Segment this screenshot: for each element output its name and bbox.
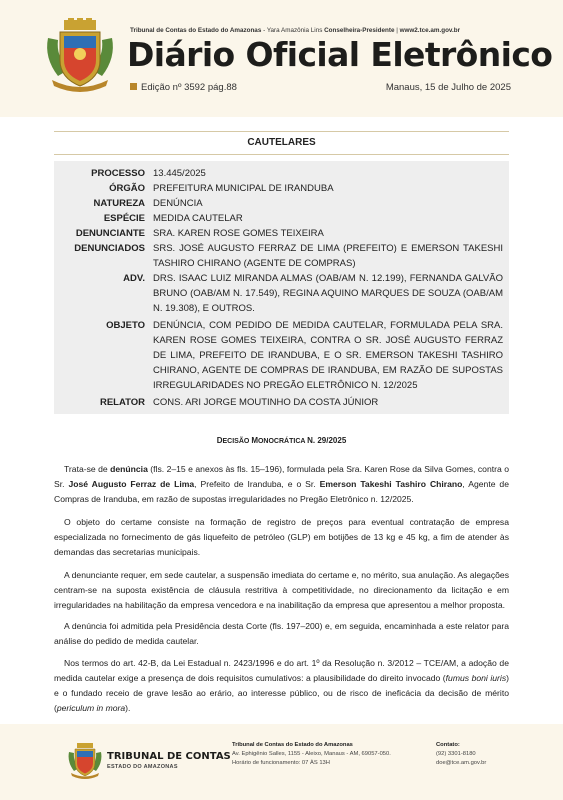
text-run-bold: José Augusto Ferraz de Lima: [68, 479, 195, 489]
meta-label: DENUNCIADOS: [74, 243, 145, 254]
meta-value: MEDIDA CAUTELAR: [153, 213, 243, 224]
page-footer: [0, 724, 563, 800]
footer-address-title: Tribunal de Contas do Estado do Amazonas: [232, 742, 353, 748]
website-link[interactable]: www2.tce.am.gov.br: [399, 27, 461, 34]
footer-email[interactable]: doe@tce.am.gov.br: [436, 760, 487, 766]
meta-label: NATUREZA: [93, 198, 145, 209]
coat-of-arms-logo: [66, 742, 104, 780]
meta-value: DENÚNCIA: [153, 198, 203, 209]
edition-info: [130, 82, 237, 93]
edition-label: Edição nº 3592 pág.88: [141, 82, 237, 93]
footer-brand: TRIBUNAL DE CONTAS: [107, 751, 231, 762]
divider: [54, 154, 509, 155]
meta-label: PROCESSO: [91, 168, 145, 179]
meta-value: 13.445/2025: [153, 168, 206, 179]
meta-label: ADV.: [123, 273, 145, 284]
meta-label: RELATOR: [99, 397, 145, 408]
paragraph-3: A denunciante requer, em sede cautelar, a suspensão imediata do certame e, no mérito, sua anulação. As alegações centram-se na suposta existência de cláusula restritiva à competitividade, no direcionamento da licitação e em irregularidades na habilitação da empresa vencedora e na inabilitação da empresa que apresentou a melhor proposta.: [54, 570, 509, 610]
separator: -: [261, 27, 267, 34]
title-part: N. 29/2025: [307, 436, 347, 445]
paragraph-4: A denúncia foi admitida pela Presidência desta Corte (fls. 197–200) e, em seguida, encaminhada a este relator para análise do pedido de medida cautelar.: [54, 621, 509, 646]
text-run: , Prefeito de Iranduba, e o Sr.: [194, 479, 320, 489]
president-role: Conselheira-Presidente: [322, 27, 395, 34]
org-name: Tribunal de Contas do Estado do Amazonas: [130, 27, 262, 34]
text-run-italic: fumus boni iuris: [445, 673, 507, 683]
meta-value: CONS. ARI JORGE MOUTINHO DA COSTA JÚNIOR: [153, 397, 379, 408]
masthead: [0, 0, 563, 117]
footer-brand-sub: ESTADO DO AMAZONAS: [107, 764, 178, 770]
text-run-bold: Emerson Takeshi Tashiro Chirano: [319, 479, 463, 489]
meta-label: OBJETO: [106, 320, 145, 331]
divider: [54, 131, 509, 132]
paragraph-1: [54, 462, 509, 507]
text-run: , Agente de Compras de Iranduba, em razão de supostas irregularidades no Pregão Eletrônico n. 12/2025.: [54, 479, 509, 504]
meta-label: DENUNCIANTE: [75, 228, 145, 239]
meta-value: SRA. KAREN ROSE GOMES TEIXEIRA: [153, 228, 324, 239]
footer-contact-title: Contato:: [436, 742, 460, 748]
text-run: (fls. 2–15 e anexos às fls. 15–196), formulada pela Sra. Karen Rose da Silva Gomes, contra o Sr.: [54, 464, 509, 489]
separator: |: [394, 27, 400, 34]
footer-address-line: Av. Ephigênio Salles, 1155 - Aleixo, Manaus - AM, 69057-050.: [232, 751, 391, 757]
footer-phone[interactable]: (92) 3301-8180: [436, 751, 476, 757]
case-metadata-table: [54, 161, 509, 414]
president-name: Yara Amazônia Lins: [266, 27, 323, 34]
text-run: ).: [125, 703, 131, 713]
square-bullet-icon: [130, 83, 137, 90]
section-title: CAUTELARES: [247, 137, 316, 148]
title-part: ECISÃO: [222, 438, 252, 445]
text-run: ) e o fundado receio de grave lesão ao erário, ao interesse público, ou de risco de ineficácia da decisão de mérito (: [54, 673, 509, 713]
page-title: Diário Oficial Eletrônico: [127, 35, 553, 74]
title-part: M: [251, 436, 258, 445]
title-part: D: [216, 436, 223, 445]
meta-label: ESPÉCIE: [103, 213, 145, 224]
meta-label: ÓRGÃO: [109, 183, 145, 194]
paragraph-2: O objeto do certame consiste na formação de registro de preços para eventual contratação de empresa especializada no fornecimento de gás liquefeito de petróleo (GLP) em botijões de 13 kg e 45 kg, a fim de atender às demandas das secretarias municipais.: [54, 517, 509, 557]
meta-value: DENÚNCIA, COM PEDIDO DE MEDIDA CAUTELAR, FORMULADA PELA SRA. KAREN ROSE GOMES TEIXEIRA, CONTRA O SR. JOSÉ AUGUSTO FERRAZ DE LIMA, PREFEITO DE IRANDUBA, E O SR. EMERSON TAKESHI TASHIRO CHIRANO, AGENTE DE COMPRAS DE IRANDUBA, EM RAZÃO DE SUPOSTAS IRREGULARIDADES NO PREGÃO ELETRÔNICO N. 12/2025: [153, 320, 503, 391]
decision-title: [54, 436, 509, 445]
text-run-bold: denúncia: [110, 464, 148, 474]
meta-value: DRS. ISAAC LUIZ MIRANDA ALMAS (OAB/AM N. 12.199), FERNANDA GALVÃO BRUNO (OAB/AM N. 17.549), REGINA AQUINO MARQUES DE SOUZA (OAB/AM N. 19.308), E OUTROS.: [153, 273, 503, 314]
meta-value: PREFEITURA MUNICIPAL DE IRANDUBA: [153, 183, 334, 194]
footer-hours: Horário de funcionamento: 07 ÀS 13H: [232, 760, 330, 766]
meta-value: SRS. JOSÉ AUGUSTO FERRAZ DE LIMA (PREFEITO) E EMERSON TAKESHI TASHIRO CHIRANO (AGENTE DE COMPRAS): [153, 243, 503, 269]
coat-of-arms-logo: [42, 18, 118, 94]
text-run: Trata-se de: [64, 464, 111, 474]
text-run-italic: periculum in mora: [56, 703, 126, 713]
footer-address: [232, 741, 391, 768]
publication-date: Manaus, 15 de Julho de 2025: [385, 82, 511, 93]
text-run: Nos termos do art. 42-B, da Lei Estadual n. 2423/1996 e do art. 1º da Resolução n. 3/2012 – TCE/AM, a adoção de medida cautelar exige a presença de dois requisitos cumulativos: a plausibilidade do direito invocado (: [54, 658, 509, 683]
title-part: ONOCRÁTICA: [257, 438, 308, 445]
header-tagline: [130, 27, 460, 34]
footer-contact: [436, 741, 486, 768]
paragraph-5: [54, 656, 509, 716]
